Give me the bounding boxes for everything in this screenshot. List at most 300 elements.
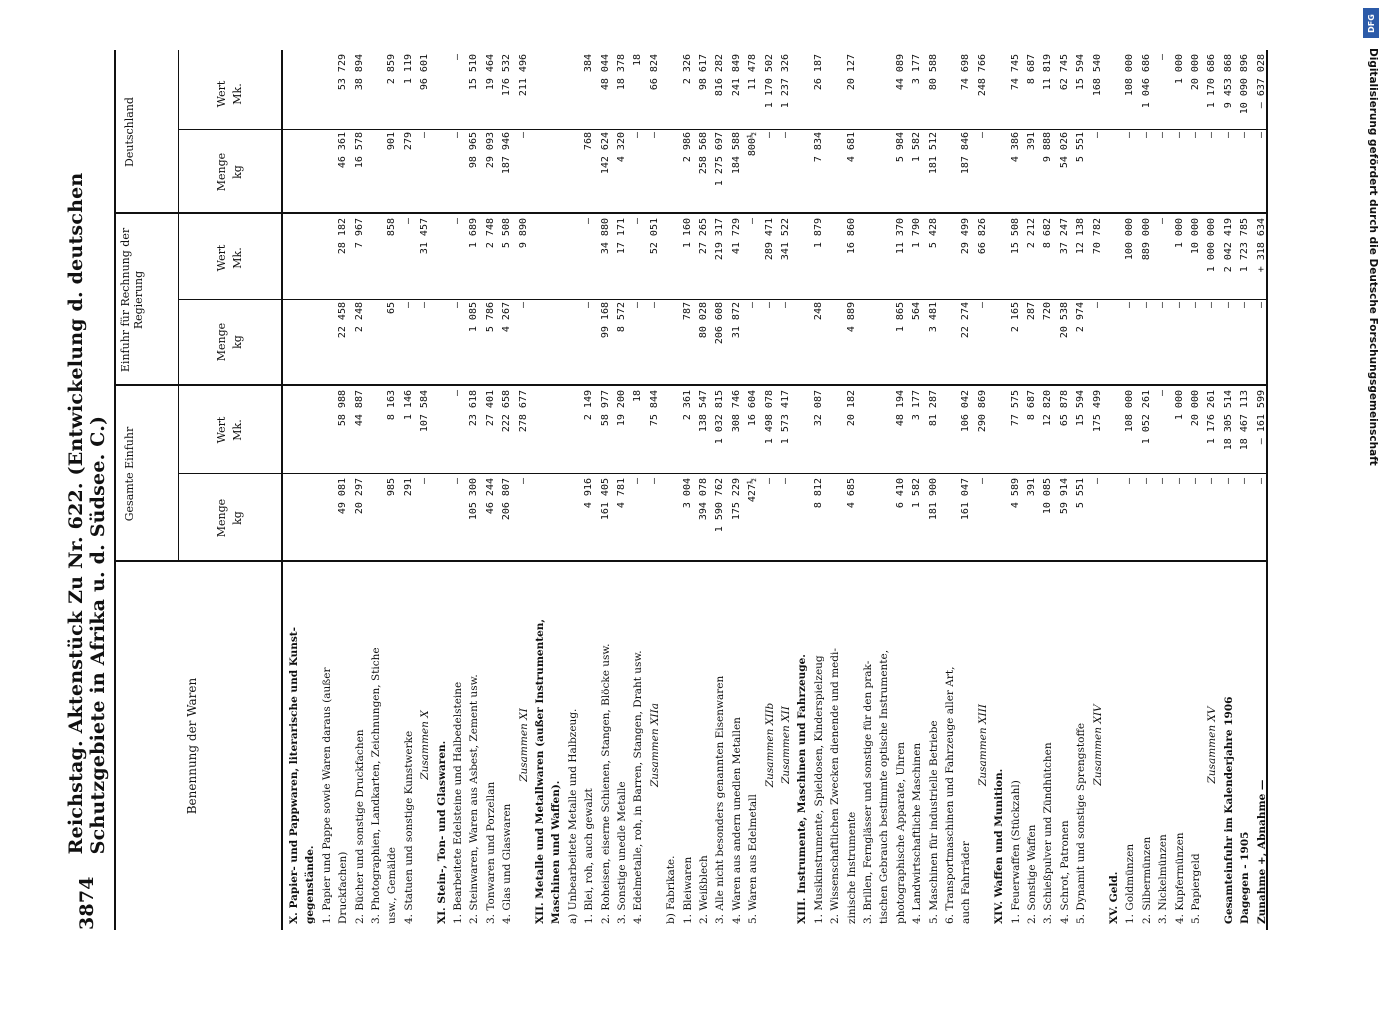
row-value: 258 568	[698, 132, 709, 175]
table-row	[845, 50, 859, 930]
row-value: —	[747, 302, 759, 309]
table-row	[697, 50, 711, 930]
row-value: 1 790	[911, 218, 923, 249]
row-value: —	[1239, 302, 1251, 309]
table-row	[517, 50, 531, 930]
row-value: 181 512	[927, 132, 939, 175]
header-mk-3: Mk.	[231, 83, 244, 105]
table-row	[1255, 50, 1269, 930]
row-label: gegenstände.	[304, 845, 317, 924]
row-label: Zusammen X	[419, 710, 432, 780]
row-value: —	[1222, 302, 1234, 309]
table-row	[1058, 50, 1072, 930]
table-row	[681, 50, 695, 930]
row-value: 27 401	[484, 390, 496, 427]
row-value: —	[1222, 478, 1234, 485]
row-value: 901	[386, 132, 398, 151]
table-row	[336, 50, 350, 930]
row-label: 1. Bearbeitete Edelsteine und Halbedelsteine	[452, 681, 464, 924]
row-value: 54 026	[1058, 132, 1070, 169]
row-label: 3. Photographien, Landkarten, Zeichnungen, Stiche	[370, 647, 382, 924]
row-value: 20 000	[1190, 54, 1201, 91]
header-gesamte: Gesamte Einfuhr	[123, 426, 136, 522]
row-label: auch Fahrräder	[960, 841, 973, 924]
row-value: —	[763, 478, 775, 485]
row-value: —	[1124, 302, 1136, 309]
row-value: 15 510	[468, 54, 480, 91]
header-menge-3: Menge	[215, 152, 228, 192]
row-value: —	[1140, 302, 1152, 309]
table-row	[910, 50, 924, 930]
row-label: 2. Sonstige Waffen	[1026, 824, 1038, 924]
row-value: 46 361	[337, 132, 349, 169]
row-value: 27 265	[698, 218, 709, 255]
row-value: 11 370	[894, 218, 906, 255]
row-value: 384	[583, 54, 595, 73]
row-value: — 637 028	[1255, 54, 1267, 109]
row-label: Zusammen XIIb	[763, 702, 776, 788]
row-value: 70 782	[1091, 218, 1103, 255]
row-value: 16 578	[353, 132, 365, 169]
row-label: Zusammen XIII	[976, 704, 989, 786]
row-value: 5 984	[894, 132, 906, 163]
row-value: 16 860	[845, 218, 857, 255]
row-label: 4. Landwirtschaftliche Maschinen	[911, 742, 924, 924]
row-label: 6. Transportmaschinen und Fahrzeuge aller Art,	[944, 666, 956, 924]
row-value: —	[402, 302, 414, 309]
row-value: 1 689	[468, 218, 480, 249]
row-value: —	[1222, 132, 1234, 139]
row-value: —	[763, 302, 775, 309]
row-value: 1 723 785	[1239, 218, 1251, 273]
table-header	[116, 50, 283, 930]
row-label: 2. Weißblech	[698, 855, 710, 924]
header-menge-1: Menge	[215, 498, 228, 538]
table-row	[599, 50, 613, 930]
row-value: 80 588	[927, 54, 939, 91]
row-value: 168 540	[1091, 54, 1103, 97]
row-label: 3. Nickelmünzen	[1157, 834, 1170, 924]
row-value: 10 090 896	[1239, 54, 1251, 115]
row-value: 787	[681, 302, 693, 321]
row-label: 3. Sonstige unedle Metalle	[616, 781, 628, 924]
row-value: —	[1157, 390, 1169, 397]
row-value: 3 481	[927, 302, 939, 333]
row-value: —	[1124, 478, 1136, 485]
row-value: 391	[1026, 132, 1037, 151]
row-value: 48 194	[894, 390, 906, 427]
row-value: 107 584	[419, 390, 431, 433]
header-kg-2: kg	[231, 335, 244, 349]
row-value: 1 176 261	[1206, 390, 1218, 445]
row-value: 3 177	[911, 54, 923, 85]
header-mk-2: Mk.	[231, 247, 244, 269]
table-row	[1074, 50, 1088, 930]
table-row	[713, 50, 727, 930]
row-label: 3. Schießpulver und Zündhütchen	[1042, 742, 1055, 924]
row-label: XI. Stein-, Ton- und Glaswaren.	[435, 740, 448, 924]
row-label: 4. Waren aus andern unedlen Metallen	[730, 717, 743, 924]
row-value: 308 746	[730, 390, 742, 433]
row-value: —	[1091, 302, 1103, 309]
row-value: —	[419, 132, 431, 139]
row-value: —	[763, 132, 775, 139]
row-value: 175 499	[1091, 390, 1103, 433]
table-row	[500, 50, 514, 930]
table-row	[779, 50, 793, 930]
row-label: Zusammen XV	[1206, 706, 1219, 784]
row-value: 18 305 514	[1222, 390, 1234, 451]
row-value: 1 573 417	[780, 390, 791, 445]
row-value: 1 032 815	[714, 390, 726, 445]
row-value: 74 698	[960, 54, 972, 91]
row-value: 291	[402, 478, 414, 497]
row-value: —	[1190, 478, 1201, 485]
row-value: 1 119	[402, 54, 414, 85]
row-value: —	[1255, 478, 1267, 485]
row-value: 66 826	[976, 218, 988, 255]
row-value: 5 551	[1075, 478, 1087, 509]
row-value: —	[517, 478, 529, 485]
row-label: XIV. Waffen und Munition.	[993, 768, 1006, 924]
row-value: 5 786	[484, 302, 496, 333]
row-value: 1 000	[1173, 390, 1185, 421]
row-value: 2 859	[386, 54, 398, 85]
row-value: 31 872	[730, 302, 742, 339]
row-value: 80 028	[698, 302, 709, 339]
row-value: 2 361	[681, 390, 693, 421]
table-row	[533, 50, 547, 930]
table-row	[730, 50, 744, 930]
row-value: 98 617	[698, 54, 709, 91]
row-value: 44 089	[894, 54, 906, 91]
row-value: 75 844	[648, 390, 660, 427]
row-value: —	[632, 132, 644, 139]
row-value: 22 274	[960, 302, 972, 339]
row-label: 1. Feuerwaffen (Stückzahl)	[1009, 780, 1022, 924]
header-menge-2: Menge	[215, 322, 228, 362]
table-row	[1009, 50, 1023, 930]
table-row	[648, 50, 662, 930]
row-value: —	[780, 478, 791, 485]
row-value: 66 824	[648, 54, 660, 91]
row-value: —	[632, 302, 644, 309]
row-label: 3. Alle nicht besonders genannten Eisenwaren	[714, 675, 727, 924]
row-value: 248	[812, 302, 824, 321]
row-value: 4 889	[845, 302, 857, 333]
row-label: 1. Musikinstrumente, Spieldosen, Kinderspielzeug	[812, 655, 825, 924]
row-value: 8 572	[616, 302, 627, 333]
row-value: 44 887	[353, 390, 365, 427]
row-value: 241 849	[730, 54, 742, 97]
row-label: 5. Maschinen für industrielle Betriebe	[927, 720, 940, 924]
row-value: 3 177	[911, 390, 923, 421]
row-label: 2. Silbermünzen	[1140, 836, 1153, 924]
header-divider	[178, 50, 179, 562]
row-value: 52 051	[648, 218, 660, 255]
row-value: 2 986	[681, 132, 693, 163]
row-value: 8 687	[1026, 390, 1037, 421]
row-value: —	[648, 302, 660, 309]
row-value: 53 729	[337, 54, 349, 91]
row-label: zinische Instrumente	[845, 811, 858, 924]
row-value: —	[1239, 478, 1251, 485]
header-regierung: Einfuhr für Rechnung der Regierung	[119, 227, 145, 373]
row-label: XV. Geld.	[1108, 871, 1120, 924]
row-value: 16 604	[747, 390, 759, 427]
row-value: —	[1206, 132, 1218, 139]
row-value: 108 000	[1124, 390, 1136, 433]
row-value: 564	[911, 302, 923, 321]
row-value: 28 182	[337, 218, 349, 255]
table-row	[1107, 50, 1121, 930]
row-value: —	[1206, 302, 1218, 309]
table-row	[1222, 50, 1236, 930]
row-value: —	[1173, 478, 1185, 485]
table-row	[566, 50, 580, 930]
table-row	[484, 50, 498, 930]
row-value: 219 317	[714, 218, 726, 261]
page-number: 3874	[76, 876, 98, 930]
row-value: 106 042	[960, 390, 972, 433]
row-value: 18	[632, 54, 644, 67]
row-value: 32 087	[812, 390, 824, 427]
row-label: 4. Statuen und sonstige Kunstwerke	[402, 730, 415, 924]
row-label: b) Fabrikate.	[665, 855, 678, 924]
row-value: 20 182	[845, 390, 857, 427]
row-value: 31 457	[419, 218, 431, 255]
row-label: tischen Gebrauch bestimmte optische Instrumente,	[878, 649, 891, 924]
table-row	[763, 50, 777, 930]
row-value: 108 000	[1124, 54, 1136, 97]
row-value: 23 618	[468, 390, 480, 427]
header-wert-3: Wert	[215, 80, 228, 108]
row-value: 206 608	[714, 302, 726, 345]
row-value: 48 044	[599, 54, 611, 91]
row-label: 1. Bleiwaren	[681, 856, 694, 924]
table-row	[303, 50, 317, 930]
table-row	[894, 50, 908, 930]
row-value: 184 588	[730, 132, 742, 175]
table-row	[746, 50, 760, 930]
row-value: —	[747, 218, 759, 225]
row-value: 29 093	[484, 132, 496, 169]
row-value: 7 967	[353, 218, 365, 249]
table-row	[467, 50, 481, 930]
side-note-text: Digitalisierung gefördert durch die Deutsche Forschungsgemeinschaft	[1367, 48, 1379, 466]
row-value: 138 547	[698, 390, 709, 433]
table-row	[1205, 50, 1219, 930]
table-row	[976, 50, 990, 930]
table-row	[992, 50, 1006, 930]
row-value: 1 160	[681, 218, 693, 249]
row-value: 3 004	[681, 478, 693, 509]
row-value: 41 729	[730, 218, 742, 255]
table-row	[943, 50, 957, 930]
table-row	[1123, 50, 1137, 930]
row-label: 2. Steinwaren, Waren aus Asbest, Zement usw.	[468, 674, 481, 924]
table-row	[1041, 50, 1055, 930]
row-value: —	[1255, 302, 1267, 309]
row-value: 187 846	[960, 132, 972, 175]
row-value: 11 478	[747, 54, 759, 91]
dfg-logo: DFG	[1363, 8, 1379, 38]
row-value: —	[780, 302, 791, 309]
table-row	[582, 50, 596, 930]
row-label: Zusammen XI	[517, 708, 530, 782]
row-value: 2 326	[681, 54, 693, 85]
import-table	[114, 50, 1268, 930]
row-value: 65 878	[1058, 390, 1070, 427]
row-value: 20 538	[1058, 302, 1070, 339]
row-value: 4 916	[583, 478, 595, 509]
row-value: 17 171	[616, 218, 627, 255]
table-row	[812, 50, 826, 930]
row-label: 3. Brillen, Fernglässer und sonstige für den prak-	[862, 660, 874, 924]
row-label: Zusammen XII	[780, 706, 792, 784]
row-value: 99 168	[599, 302, 611, 339]
row-value: —	[632, 218, 644, 225]
row-label: Druckfachen)	[337, 851, 350, 924]
row-value: —	[517, 132, 529, 139]
table-row	[1140, 50, 1154, 930]
header-kg-3: kg	[231, 165, 244, 179]
row-value: 100 000	[1124, 218, 1136, 261]
row-value: 222 658	[501, 390, 513, 433]
side-note	[1361, 48, 1379, 1028]
row-value: 10 000	[1190, 218, 1201, 255]
row-value: —	[1239, 132, 1251, 139]
row-value: —	[1190, 302, 1201, 309]
row-value: 142 624	[599, 132, 611, 175]
row-label: Zusammen XIIa	[648, 703, 661, 787]
row-value: 248 766	[976, 54, 988, 97]
row-value: 278 677	[517, 390, 529, 433]
row-label: 4. Glas und Glaswaren	[501, 803, 514, 924]
row-value: 2 974	[1075, 302, 1087, 333]
row-value: 391	[1026, 478, 1037, 497]
row-value: 2 042 419	[1222, 218, 1234, 273]
row-value: 34 880	[599, 218, 611, 255]
row-value: 15 594	[1075, 390, 1087, 427]
row-value: 1 000	[1173, 54, 1185, 85]
row-value: 19 464	[484, 54, 496, 91]
row-value: 720	[1042, 302, 1054, 321]
row-label: photographische Apparate, Uhren	[894, 741, 907, 924]
row-value: 176 532	[501, 54, 513, 97]
row-label: 5. Papiergeld	[1190, 853, 1202, 924]
header-wert-1: Wert	[215, 416, 228, 444]
row-value: 4 320	[616, 132, 627, 163]
row-value: 38 894	[353, 54, 365, 91]
row-label: XIII. Instrumente, Maschinen und Fahrzeuge.	[796, 654, 809, 924]
row-value: —	[402, 218, 414, 225]
table-row	[1173, 50, 1187, 930]
row-value: 58 988	[337, 390, 349, 427]
row-value: —	[648, 132, 660, 139]
table-row	[435, 50, 449, 930]
row-value: —	[1157, 54, 1169, 61]
row-value: 427½	[747, 478, 759, 503]
row-value: 11 819	[1042, 54, 1054, 91]
row-value: 1 590 762	[714, 478, 726, 533]
row-value: 8 687	[1026, 54, 1037, 85]
row-label: a) Unbearbeitete Metalle und Halbzeug.	[566, 708, 579, 924]
row-value: —	[419, 302, 431, 309]
row-value: 279	[402, 132, 414, 151]
row-label: 2. Bücher und sonstige Druckfachen	[353, 729, 366, 924]
row-value: — 161 599	[1255, 390, 1267, 445]
row-value: 1 582	[911, 478, 923, 509]
row-value: —	[976, 478, 988, 485]
row-label: X. Papier- und Pappwaren, literarische und Kunst-	[288, 627, 300, 924]
row-label: 4. Kupfermünzen	[1173, 832, 1186, 924]
row-value: 206 807	[501, 478, 513, 521]
page-title: Reichstag. Aktenstück Zu Nr. 622. (Entwickelung d. deutschen Schutzgebiete in Afrika u. d. Südsee. C.)	[65, 172, 109, 855]
row-value: 58 977	[599, 390, 611, 427]
row-value: —	[452, 478, 463, 485]
row-label: 3. Tonwaren und Porzellan	[484, 781, 497, 924]
row-value: 77 575	[1009, 390, 1021, 427]
row-value: 49 081	[337, 478, 349, 515]
row-value: —	[1140, 132, 1152, 139]
row-value: 1 237 326	[780, 54, 791, 109]
row-value: 18	[632, 390, 644, 403]
row-value: 985	[386, 478, 398, 497]
row-value: —	[1091, 478, 1103, 485]
row-value: —	[1157, 132, 1169, 139]
table-row	[927, 50, 941, 930]
row-value: —	[1157, 478, 1169, 485]
row-value: 15 508	[1009, 218, 1021, 255]
row-value: —	[1255, 132, 1267, 139]
row-value: 96 601	[419, 54, 431, 91]
row-value: 105 300	[468, 478, 480, 521]
row-value: —	[1124, 132, 1136, 139]
row-value: 19 200	[616, 390, 627, 427]
row-label: Dagegen - 1905	[1239, 831, 1252, 924]
row-value: 816 282	[714, 54, 726, 97]
row-value: —	[1140, 478, 1152, 485]
row-value: 7 834	[812, 132, 824, 163]
row-value: 889 000	[1140, 218, 1152, 261]
row-value: 1 275 697	[714, 132, 726, 187]
row-value: 1 046 686	[1140, 54, 1152, 109]
row-value: 211 496	[517, 54, 529, 97]
rotated-page	[65, 50, 1280, 930]
row-value: —	[583, 302, 595, 309]
row-value: 26 187	[812, 54, 824, 91]
row-value: 1 582	[911, 132, 923, 163]
row-value: 18 378	[616, 54, 627, 91]
row-value: 4 781	[616, 478, 627, 509]
table-body	[281, 50, 1266, 930]
row-value: —	[1190, 132, 1201, 139]
row-value: 290 869	[976, 390, 988, 433]
row-value: 6 410	[894, 478, 906, 509]
row-value: 5 508	[501, 218, 513, 249]
table-row	[402, 50, 416, 930]
row-value: 1 000	[1173, 218, 1185, 249]
row-value: —	[780, 132, 791, 139]
row-value: 161 047	[960, 478, 972, 521]
row-value: 59 914	[1058, 478, 1070, 515]
table-row	[828, 50, 842, 930]
row-value: 20 127	[845, 54, 857, 91]
row-value: 2 165	[1009, 302, 1021, 333]
row-value: 4 386	[1009, 132, 1021, 163]
row-value: 37 247	[1058, 218, 1070, 255]
